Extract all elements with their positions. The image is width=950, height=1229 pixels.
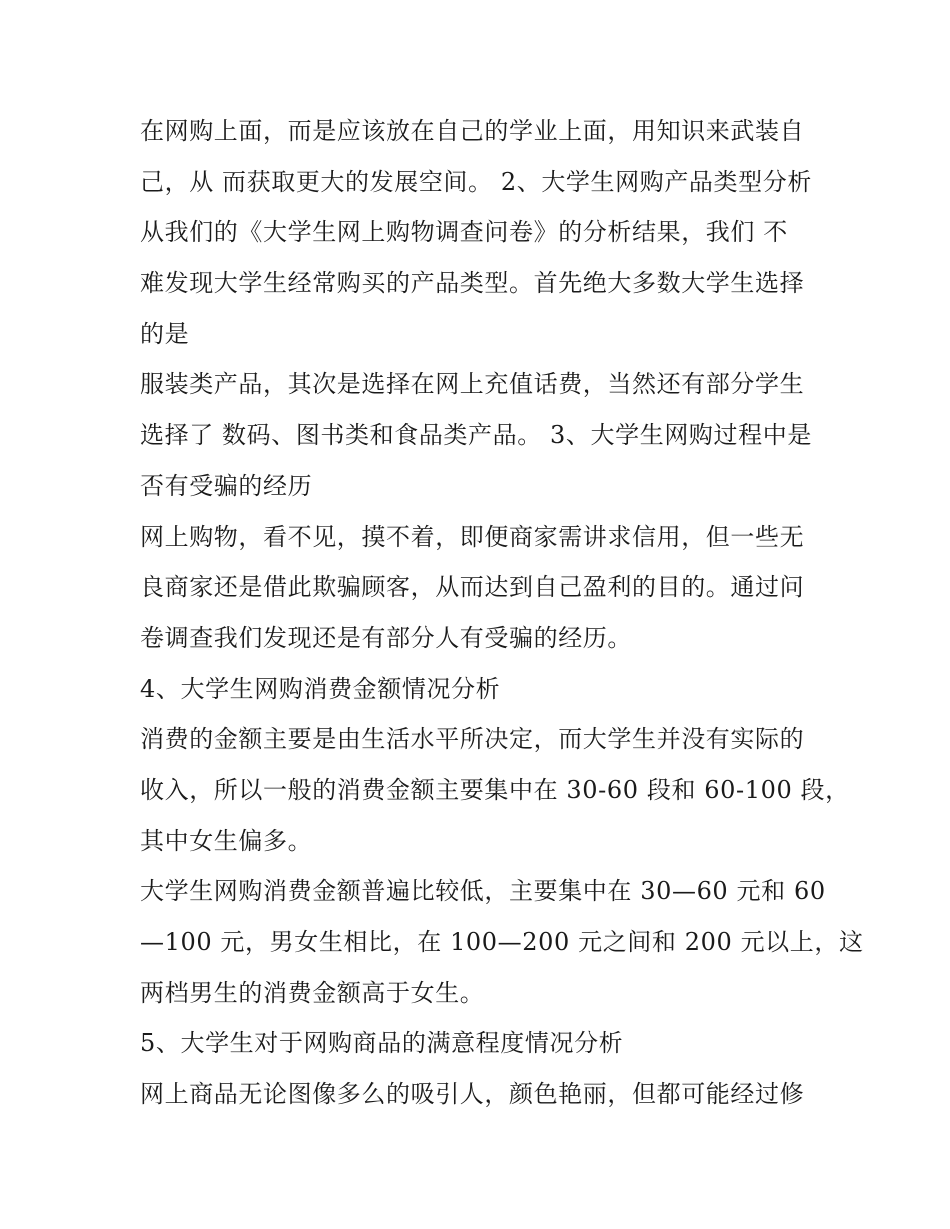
text-line: 服装类产品，其次是选择在网上充值话费，当然还有部分学生 xyxy=(140,370,805,399)
text-line: 其中女生偏多。 xyxy=(140,826,313,855)
text-line: 网上商品无论图像多么的吸引人，颜色艳丽，但都可能经过修 xyxy=(140,1080,805,1109)
text-line: 收入，所以一般的消费金额主要集中在 30-60 段和 60-100 段， xyxy=(140,775,850,804)
text-line: 消费的金额主要是由生活水平所决定，而大学生并没有实际的 xyxy=(140,725,805,754)
text-line: 网上购物，看不见，摸不着，即便商家需讲求信用，但一些无 xyxy=(140,522,805,551)
text-line: 的是 xyxy=(140,319,190,348)
text-line: 己，从 而获取更大的发展空间。 2、大学生网购产品类型分析 xyxy=(140,167,812,196)
section-heading: 5、大学生对于网购商品的满意程度情况分析 xyxy=(140,1029,624,1058)
text-line: 从我们的《大学生网上购物调查问卷》的分析结果，我们 不 xyxy=(140,218,788,247)
text-line: 选择了 数码、图书类和食品类产品。 3、大学生网购过程中是 xyxy=(140,421,812,450)
text-line: 否有受骗的经历 xyxy=(140,471,313,500)
body-text xyxy=(140,106,864,1120)
text-line: 大学生网购消费金额普遍比较低，主要集中在 30—60 元和 60 xyxy=(140,877,826,906)
text-line: 良商家还是借此欺骗顾客，从而达到自己盈利的目的。通过问 xyxy=(140,573,805,602)
text-line: 卷调查我们发现还是有部分人有受骗的经历。 xyxy=(140,623,632,652)
text-line: 难发现大学生经常购买的产品类型。首先绝大多数大学生选择 xyxy=(140,269,805,298)
text-line: 在网购上面，而是应该放在自己的学业上面，用知识来武装自 xyxy=(140,117,805,145)
text-line: 两档男生的消费金额高于女生。 xyxy=(140,978,485,1007)
section-heading: 4、大学生网购消费金额情况分析 xyxy=(140,674,501,703)
text-line: —100 元，男女生相比，在 100—200 元之间和 200 元以上，这 xyxy=(140,928,864,956)
